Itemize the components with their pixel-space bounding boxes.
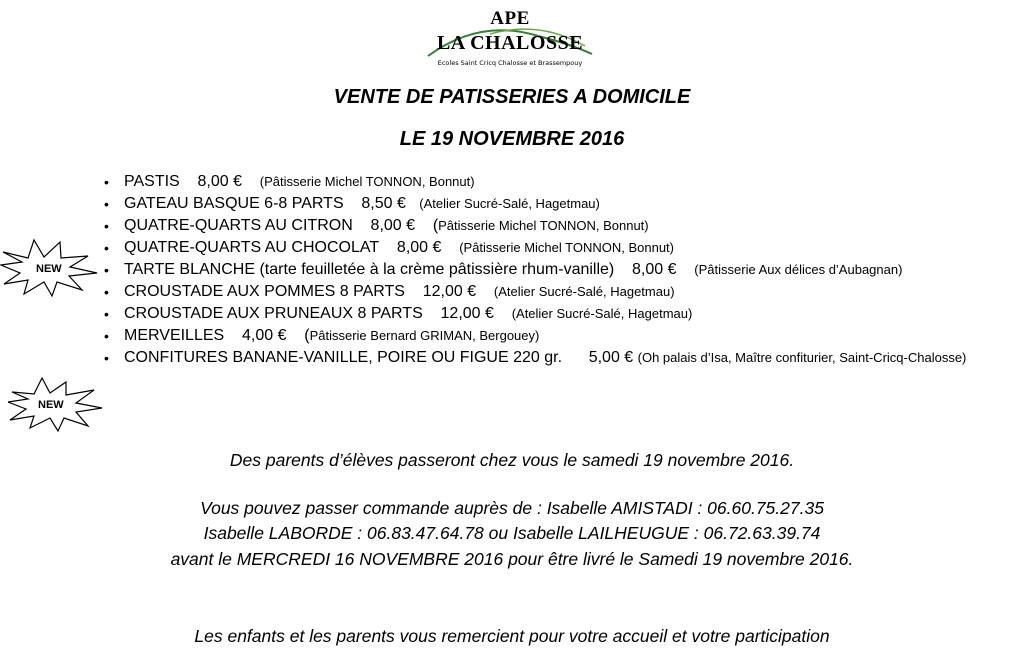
item-name: CROUSTADE AUX POMMES 8 PARTS xyxy=(124,283,405,300)
bullet-icon: • xyxy=(104,240,109,256)
item-shop: Pâtisserie Bernard GRIMAN, Bergouey) xyxy=(309,328,540,343)
item-price: 8,00 € xyxy=(197,173,242,190)
item-name: TARTE BLANCHE (tarte feuilletée à la crème pâtissière rhum-vanille) xyxy=(124,261,615,278)
thanks-message: Les enfants et les parents vous remercient pour votre accueil et votre participation xyxy=(194,626,830,646)
item-shop: (Pâtisserie Aux délices d’Aubagnan) xyxy=(694,262,903,277)
order-contact-line-2: Isabelle LABORDE : 06.83.47.64.78 ou Isabelle LAILHEUGUE : 06.72.63.39.74 xyxy=(203,523,821,543)
list-item xyxy=(104,171,1009,193)
item-shop-open: ( xyxy=(304,327,310,344)
bullet-icon: • xyxy=(104,306,109,322)
item-name: GATEAU BASQUE 6-8 PARTS xyxy=(124,195,344,212)
new-badge-label: NEW xyxy=(36,263,62,275)
item-name: MERVEILLES xyxy=(124,327,225,344)
bullet-icon: • xyxy=(104,328,109,344)
item-name: QUATRE-QUARTS AU CHOCOLAT xyxy=(124,239,380,256)
list-item xyxy=(104,303,1009,325)
item-shop: (Atelier Sucré-Salé, Hagetmau) xyxy=(511,306,693,321)
item-price: 12,00 € xyxy=(440,305,494,322)
item-name: CONFITURES BANANE-VANILLE, POIRE OU FIGUE 220 gr. xyxy=(124,349,563,366)
item-shop-open: ( xyxy=(432,217,439,234)
logo-la-chalosse-text: LA CHALOSSE xyxy=(436,32,584,54)
visit-notice: Des parents d’élèves passeront chez vous le samedi 19 novembre 2016. xyxy=(229,450,795,470)
new-badge-label: NEW xyxy=(38,399,64,411)
item-price: 8,50 € xyxy=(361,195,406,212)
item-name: PASTIS xyxy=(124,173,180,190)
item-shop: (Atelier Sucré-Salé, Hagetmau) xyxy=(493,284,675,299)
item-shop: (Atelier Sucré-Salé, Hagetmau) xyxy=(419,196,600,211)
bullet-icon: • xyxy=(104,284,109,300)
list-item xyxy=(104,215,1009,237)
bullet-icon: • xyxy=(104,218,109,234)
pastry-list xyxy=(104,171,1009,369)
item-price: 8,00 € xyxy=(370,217,416,234)
item-price: 5,00 € xyxy=(588,349,634,366)
item-shop: (Oh palais d’Isa, Maître confiturier, Saint-Cricq-Chalosse) xyxy=(637,350,967,365)
sale-date: LE 19 NOVEMBRE 2016 xyxy=(399,128,625,150)
bullet-icon: • xyxy=(104,262,109,278)
order-contact-line-1: Vous pouvez passer commande auprès de : Isabelle AMISTADI : 06.60.75.27.35 xyxy=(200,498,824,518)
bullet-icon: • xyxy=(104,350,109,366)
ape-logo xyxy=(420,6,600,72)
bullet-icon: • xyxy=(104,174,109,190)
item-price: 4,00 € xyxy=(241,327,287,344)
new-badge-starburst xyxy=(0,238,100,298)
item-name: QUATRE-QUARTS AU CITRON xyxy=(124,217,353,234)
list-item xyxy=(104,281,1009,303)
page-title: VENTE DE PATISSERIES A DOMICILE xyxy=(333,86,691,108)
new-badge-starburst xyxy=(8,376,104,432)
item-shop: Pâtisserie Michel TONNON, Bonnut) xyxy=(438,218,649,233)
logo-ape-text: APE xyxy=(490,8,530,29)
bullet-icon: • xyxy=(104,196,109,212)
item-shop: (Pâtisserie Michel TONNON, Bonnut) xyxy=(459,240,674,255)
list-item xyxy=(104,259,1009,281)
item-price: 8,00 € xyxy=(632,261,677,278)
list-item xyxy=(104,193,1009,215)
list-item xyxy=(104,237,1009,259)
order-deadline: avant le MERCREDI 16 NOVEMBRE 2016 pour être livré le Samedi 19 novembre 2016. xyxy=(170,549,854,569)
item-price: 8,00 € xyxy=(396,239,442,256)
logo-schools-text: Ecoles Saint Cricq Chalosse et Brassempouy xyxy=(437,59,583,67)
item-shop: (Pâtisserie Michel TONNON, Bonnut) xyxy=(259,174,475,189)
list-item xyxy=(104,347,1009,369)
item-name: CROUSTADE AUX PRUNEAUX 8 PARTS xyxy=(124,305,423,322)
list-item xyxy=(104,325,1009,347)
item-price: 12,00 € xyxy=(422,283,477,300)
